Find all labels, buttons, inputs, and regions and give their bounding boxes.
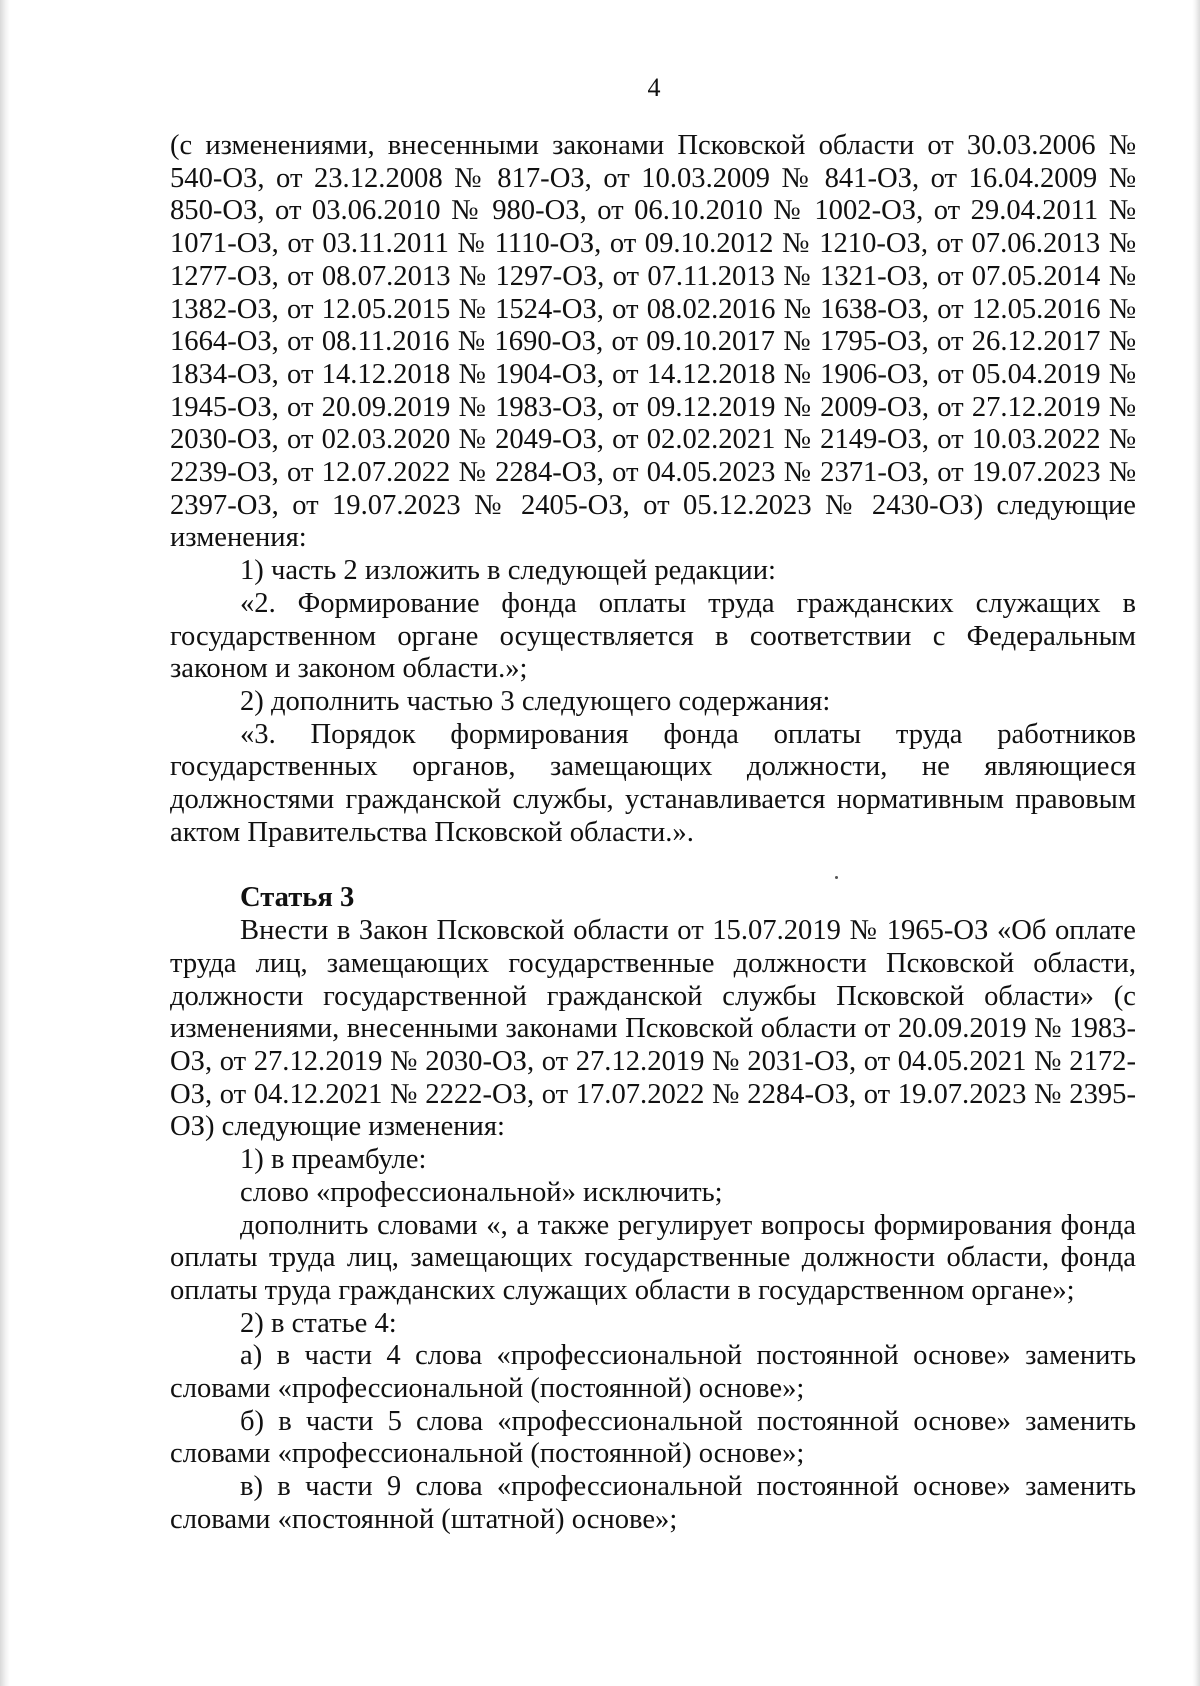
word-exclusion-paragraph: слово «профессиональной» исключить; xyxy=(240,1176,723,1208)
item-2-paragraph: 2) дополнить частью 3 следующего содержания: xyxy=(240,685,831,717)
preamble-item-paragraph: 1) в преамбуле: xyxy=(240,1144,427,1176)
part-2-text-paragraph: «2. Формирование фонда оплаты труда гражданских служащих в государственном органе осуществляется в соответствии с Федеральным законом и законом области.»; xyxy=(170,587,1136,685)
subitem-b-paragraph: б) в части 5 слова «профессиональной постоянной основе» заменить словами «профессиональной (постоянной) основе»; xyxy=(170,1405,1136,1470)
preamble-addition-paragraph: дополнить словами «, а также регулирует вопросы формирования фонда оплаты труда лиц, замещающих государственные должности области, фонда оплаты труда гражданских служащих области в государственном органе»; xyxy=(170,1209,1136,1306)
item-1-paragraph: 1) часть 2 изложить в следующей редакции: xyxy=(240,555,776,587)
article-4-item-paragraph: 2) в статье 4: xyxy=(240,1307,397,1339)
scan-edge-left xyxy=(0,0,10,1686)
document-body xyxy=(170,130,1136,1537)
subitem-v-paragraph: в) в части 9 слова «профессиональной постоянной основе» заменить словами «постоянной (штатной) основе»; xyxy=(170,1471,1136,1535)
subitem-a-paragraph: а) в части 4 слова «профессиональной постоянной основе» заменить словами «профессиональной (постоянной) основе»; xyxy=(170,1340,1136,1405)
article-3-intro-paragraph: Внести в Закон Псковской области от 15.07.2019 № 1965-ОЗ «Об оплате труда лиц, замещающих государственные должности Псковской области, должности государственной гражданской службы Псковской области» (с изменениями, внесенными законами Псковской области от 20.09.2019 № 1983-ОЗ, от 27.12.2019 № 2030-ОЗ, от 27.12.2019 № 2031-ОЗ, от 04.05.2021 № 2172-ОЗ, от 04.12.2021 № 2222-ОЗ, от 17.07.2022 № 2284-ОЗ, от 19.07.2023 № 2395-ОЗ) следующие изменения: xyxy=(170,915,1136,1143)
scan-speck xyxy=(835,876,838,879)
amendments-list-paragraph: (с изменениями, внесенными законами Псковской области от 30.03.2006 № 540-ОЗ, от 23.12.2008 № 817-ОЗ, от 10.03.2009 № 841-ОЗ, от 16.04.2009 № 850-ОЗ, от 03.06.2010 № 980-ОЗ, от 06.10.2010 № 1002-ОЗ, от 29.04.2011 № 1071-ОЗ, от 03.11.2011 № 1110-ОЗ, от 09.10.2012 № 1210-ОЗ, от 07.06.2013 № 1277-ОЗ, от 08.07.2013 № 1297-ОЗ, от 07.11.2013 № 1321-ОЗ, от 07.05.2014 № 1382-ОЗ, от 12.05.2015 № 1524-ОЗ, от 08.02.2016 № 1638-ОЗ, от 12.05.2016 № 1664-ОЗ, от 08.11.2016 № 1690-ОЗ, от 09.10.2017 № 1795-ОЗ, от 26.12.2017 № 1834-ОЗ, от 14.12.2018 № 1904-ОЗ, от 14.12.2018 № 1906-ОЗ, от 05.04.2019 № 1945-ОЗ, от 20.09.2019 № 1983-ОЗ, от 09.12.2019 № 2009-ОЗ, от 27.12.2019 № 2030-ОЗ, от 02.03.2020 № 2049-ОЗ, от 02.02.2021 № 2149-ОЗ, от 10.03.2022 № 2239-ОЗ, от 12.07.2022 № 2284-ОЗ, от 04.05.2023 № 2371-ОЗ, от 19.07.2023 № 2397-ОЗ, от 19.07.2023 № 2405-ОЗ, от 05.12.2023 № 2430-ОЗ) следующие изменения: xyxy=(170,130,1136,554)
part-3-text-paragraph: «3. Порядок формирования фонда оплаты труда работников государственных органов, замещающих должности, не являющиеся должностями гражданской службы, устанавливается нормативным правовым актом Правительства Псковской области.». xyxy=(170,718,1136,848)
scan-edge-right xyxy=(1192,0,1200,1686)
article-3-heading: Статья 3 xyxy=(240,882,355,914)
page-number: 4 xyxy=(647,73,661,102)
